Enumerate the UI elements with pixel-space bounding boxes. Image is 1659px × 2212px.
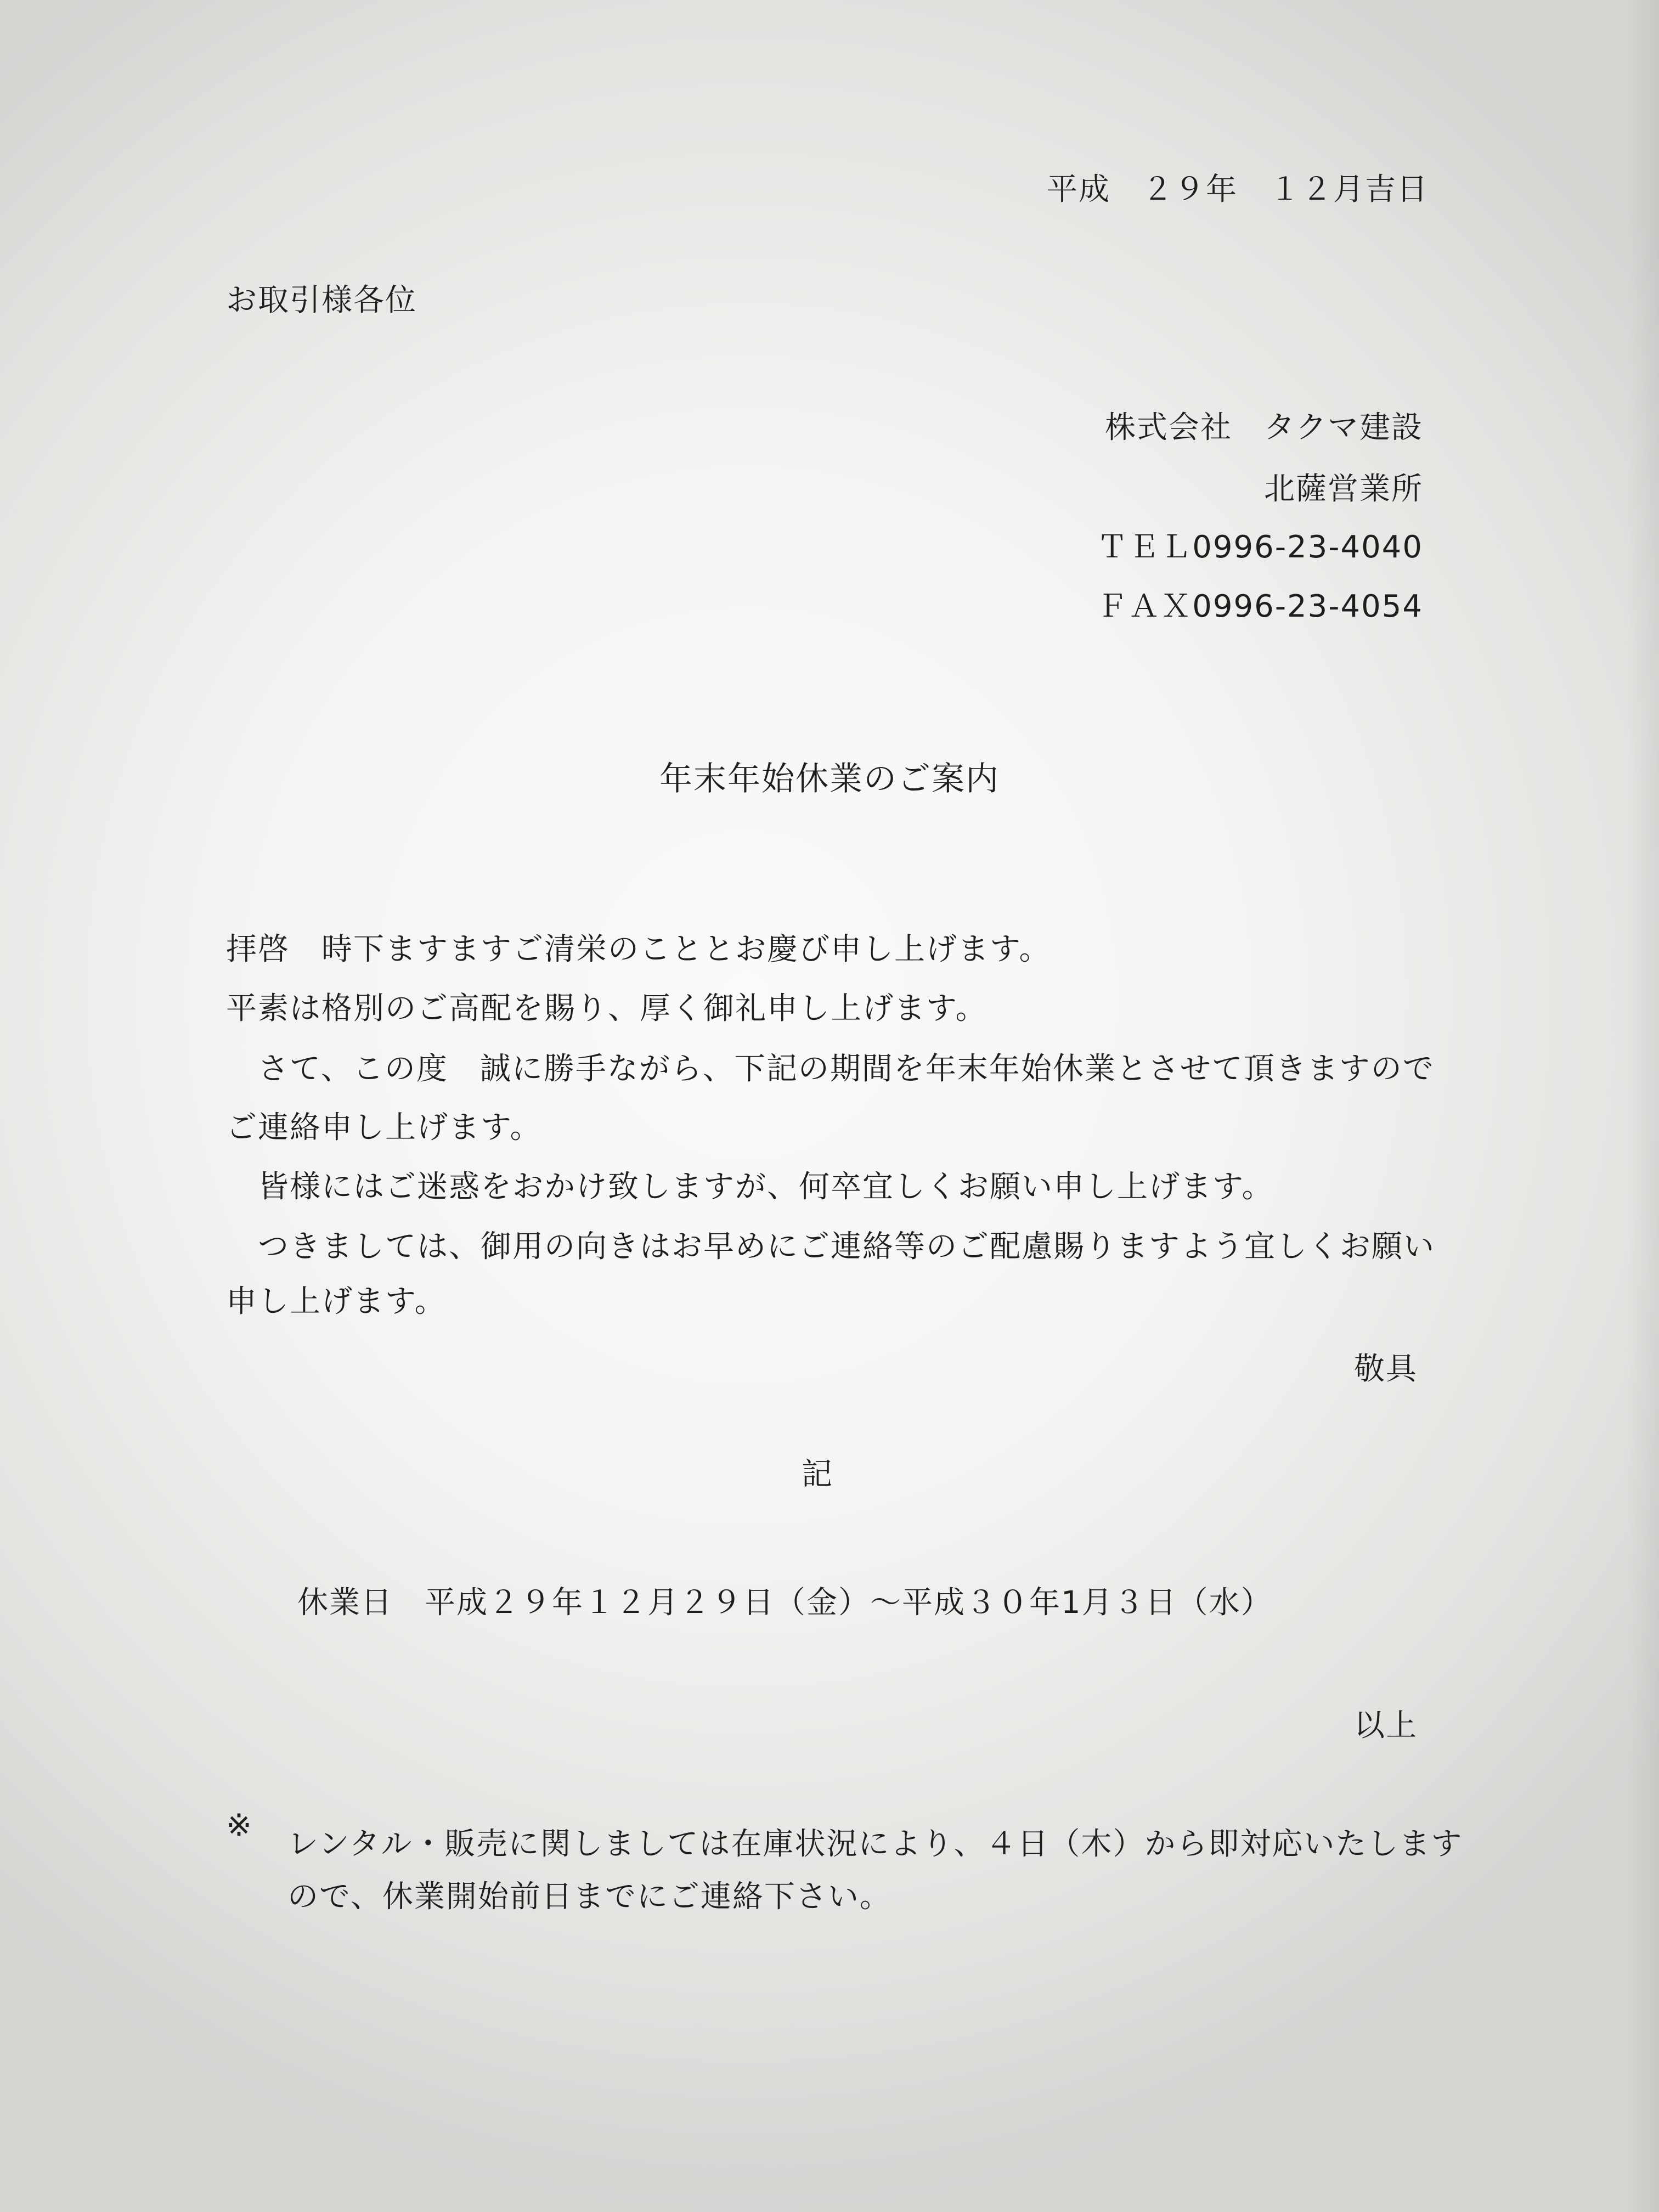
body-line: ご連絡申し上げます。 bbox=[226, 1110, 542, 1146]
sender-office: 北薩営業所 bbox=[1264, 471, 1423, 507]
note-line: ので、休業開始前日までにご連絡下さい。 bbox=[287, 1879, 891, 1915]
body-line: 申し上げます。 bbox=[226, 1284, 447, 1319]
closing-keigu: 敬具 bbox=[1354, 1351, 1418, 1387]
body-line: さて、この度 誠に勝手ながら、下記の期間を年末年始休業とさせて頂きますので bbox=[226, 1051, 1435, 1087]
closing-ijo: 以上 bbox=[1354, 1708, 1418, 1743]
paper-edge-shadow bbox=[1626, 0, 1659, 2212]
recipient: お取引様各位 bbox=[226, 283, 417, 318]
letter-date: 平成 ２９年 １２月吉日 bbox=[1047, 172, 1429, 207]
holiday-period: 休業日 平成２９年１２月２９日（金）～平成３０年1月３日（水） bbox=[297, 1585, 1273, 1621]
sender-tel: ＴＥＬ0996-23-4040 bbox=[1097, 529, 1423, 565]
body-line: 皆様にはご迷惑をおかけ致しますが、何卒宜しくお願い申し上げます。 bbox=[226, 1169, 1274, 1205]
body-line: 平素は格別のご高配を賜り、厚く御礼申し上げます。 bbox=[226, 991, 988, 1026]
note-line: レンタル・販売に関しましては在庫状況により、４日（木）から即対応いたします bbox=[287, 1826, 1463, 1862]
ki-marker: 記 bbox=[802, 1457, 833, 1492]
letter-title: 年末年始休業のご案内 bbox=[659, 760, 1000, 798]
body-line: 拝啓 時下ますますご清栄のこととお慶び申し上げます。 bbox=[226, 932, 1051, 967]
sender-fax: ＦＡＸ0996-23-4054 bbox=[1097, 589, 1423, 624]
body-line: つきましては、御用の向きはお早めにご連絡等のご配慮賜りますよう宜しくお願い bbox=[226, 1229, 1435, 1265]
sender-company: 株式会社 タクマ建設 bbox=[1105, 410, 1423, 445]
note-mark: ※ bbox=[226, 1808, 253, 1843]
